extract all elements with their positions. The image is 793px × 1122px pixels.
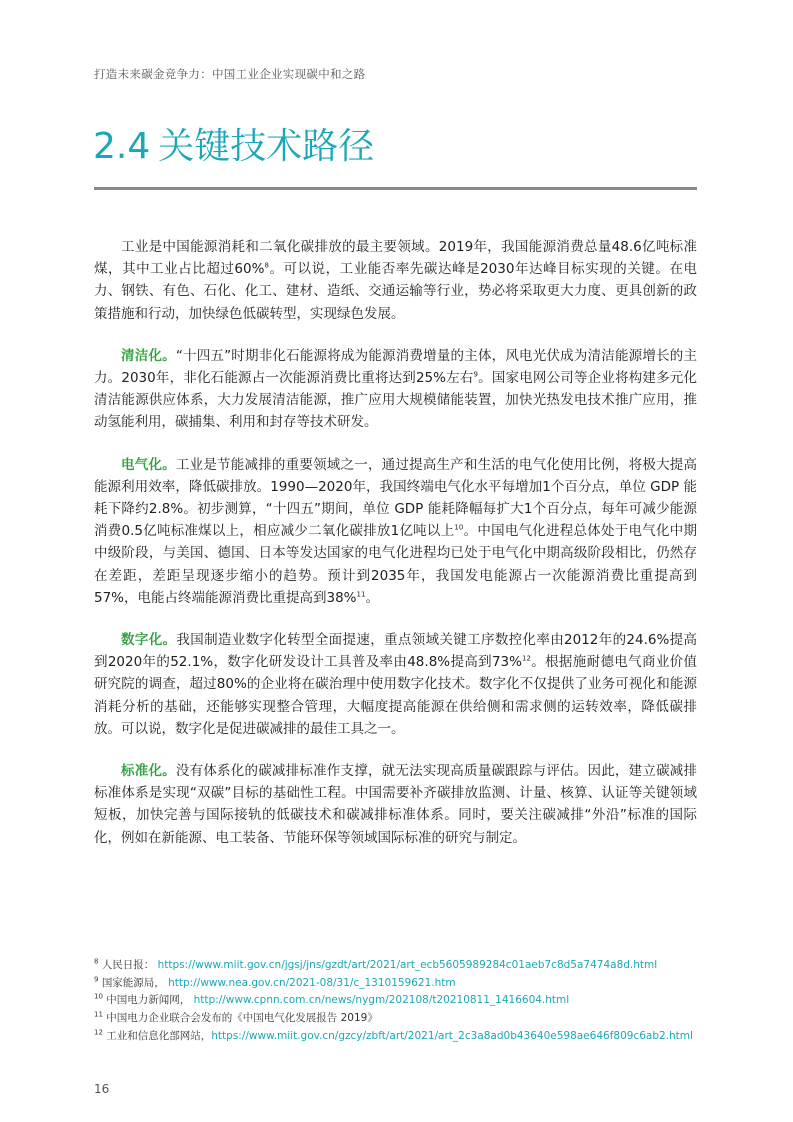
footnote-ref[interactable]: 9 <box>473 370 478 379</box>
text-segment: 。 <box>365 589 379 606</box>
footnote-source: 中国电力新闻网， <box>106 994 191 1007</box>
footnote-item <box>94 975 714 993</box>
footnote-ref[interactable]: 11 <box>356 590 366 599</box>
text-segment: 我国制造业数字化转型全面提速，重点领域关键工序数控化率由2012年的24.6%提高到2020年的52.1%，数字化研发设计工具普及率由48.8%提高到73% <box>94 632 698 671</box>
footnote-number: 8 <box>94 957 99 966</box>
paragraph-electrification <box>94 454 697 609</box>
text-segment: 没有体系化的碳减排标准作支撑，就无法实现高质量碳跟踪与评估。因此，建立碳减排标准体系是实现“双碳”目标的基础性工程。中国需要补齐碳排放监测、计量、核算、认证等关键领域短板，加快完善与国际接轨的低碳技术和碳减排标准体系。同时，要关注碳减排“外沿”标准的国际化，例如在新能源、电工装备、节能环保等领域国际标准的研究与制定。 <box>94 763 698 846</box>
paragraph-standardization <box>94 760 697 849</box>
footnote-link[interactable]: http://www.cpnn.com.cn/news/nygm/202108/t20210811_1416604.html <box>193 994 570 1007</box>
text-segment: 。国家电网公司等企业将构建多元化清洁能源供应体系，大力发展清洁能源，推广应用大规模储能装置，加快光热发电技术推广应用，推动氢能利用，碳捕集、利用和封存等技术研发。 <box>94 370 697 431</box>
footnotes <box>94 957 714 1046</box>
section-title <box>93 118 374 169</box>
body-text <box>94 236 697 869</box>
text-segment: 工业是中国能源消耗和二氧化碳排放的最主要领域。2019年，我国能源消费总量48.6亿吨标准煤，其中工业占比超过60% <box>94 239 697 278</box>
running-header: 打造未来碳金竞争力：中国工业企业实现碳中和之路 <box>94 67 366 81</box>
keyword-heading: 电气化。 <box>121 456 176 473</box>
text-segment: 。中国电气化进程总体处于电气化中期中级阶段，与美国、德国、日本等发达国家的电气化进程均已处于电气化中期高级阶段相比，仍然存在差距，差距呈现逐步缩小的趋势。预计到2035年，我国发电能源占一次能源消费比重提高到57%，电能占终端能源消费比重提高到38% <box>94 523 698 606</box>
footnote-source: 中国电力企业联合会发布的《中国电气化发展报告 2019》 <box>106 1012 378 1025</box>
footnote-ref[interactable]: 10 <box>454 523 464 532</box>
paragraph-digitalization <box>94 629 697 740</box>
footnote-ref[interactable]: 8 <box>264 261 269 270</box>
footnote-link[interactable]: https://www.miit.gov.cn/jgsj/jns/gzdt/art/2021/art_ecb5605989284c01aeb7c8d5a7474a8d.html <box>157 959 658 971</box>
footnote-source: 工业和信息化部网站， <box>106 1029 212 1042</box>
footnote-number: 11 <box>94 1010 103 1019</box>
footnote-number: 12 <box>94 1028 103 1037</box>
title-divider <box>94 187 697 190</box>
paragraph-cleanliness <box>94 345 697 434</box>
footnote-item <box>94 957 714 975</box>
footnote-link[interactable]: https://www.miit.gov.cn/gzcy/zbft/art/2021/art_2c3a8ad0b43640e598ae646f809c6ab2.html <box>211 1029 693 1042</box>
section-number: 2.4 <box>93 126 151 167</box>
footnote-source: 国家能源局， <box>101 976 165 989</box>
section-title-text: 关键技术路径 <box>158 126 375 167</box>
footnote-ref[interactable]: 12 <box>521 654 531 663</box>
footnote-source: 人民日报： <box>101 959 155 971</box>
keyword-heading: 清洁化。 <box>121 347 176 364</box>
footnote-link[interactable]: http://www.nea.gov.cn/2021-08/31/c_1310159621.htm <box>168 976 456 989</box>
text-segment: 。可以说，工业能否率先碳达峰是2030年达峰目标实现的关键。在电力、钢铁、有色、石化、化工、建材、造纸、交通运输等行业，势必将采取更大力度、更具创新的政策措施和行动，加快绿色低碳转型，实现绿色发展。 <box>94 261 697 322</box>
footnote-item <box>94 992 714 1010</box>
keyword-heading: 标准化。 <box>121 763 176 780</box>
paragraph-intro <box>94 236 697 325</box>
footnote-number: 10 <box>94 992 103 1001</box>
page-number: 16 <box>94 1082 110 1096</box>
text-segment: “十四五”时期非化石能源将成为能源消费增量的主体，风电光伏成为清洁能源增长的主力。2030年，非化石能源占一次能源消费比重将达到25%左右 <box>94 347 697 387</box>
text-segment: 工业是节能减排的重要领域之一，通过提高生产和生活的电气化使用比例，将极大提高能源利用效率，降低碳排放。1990—2020年，我国终端电气化水平每增加1个百分点，单位 GDP 能耗下降约2.8%。初步测算，“十四五”期间，单位 GDP 能耗降幅每扩大1个百分点，每年可减少能源消费0.5亿吨标准煤以上，相应减少二氧化碳排放1亿吨以上 <box>94 456 698 540</box>
footnote-item <box>94 1028 714 1046</box>
footnote-item <box>94 1010 714 1028</box>
keyword-heading: 数字化。 <box>121 632 177 649</box>
footnote-number: 9 <box>94 975 99 984</box>
text-segment: 。根据施耐德电气商业价值研究院的调查，超过80%的企业将在碳治理中使用数字化技术。数字化不仅提供了业务可视化和能源消耗分析的基础，还能够实现整合管理，大幅度提高能源在供给侧和需求侧的运转效率，降低碳排放。可以说，数字化是促进碳减排的最佳工具之一。 <box>94 654 697 737</box>
